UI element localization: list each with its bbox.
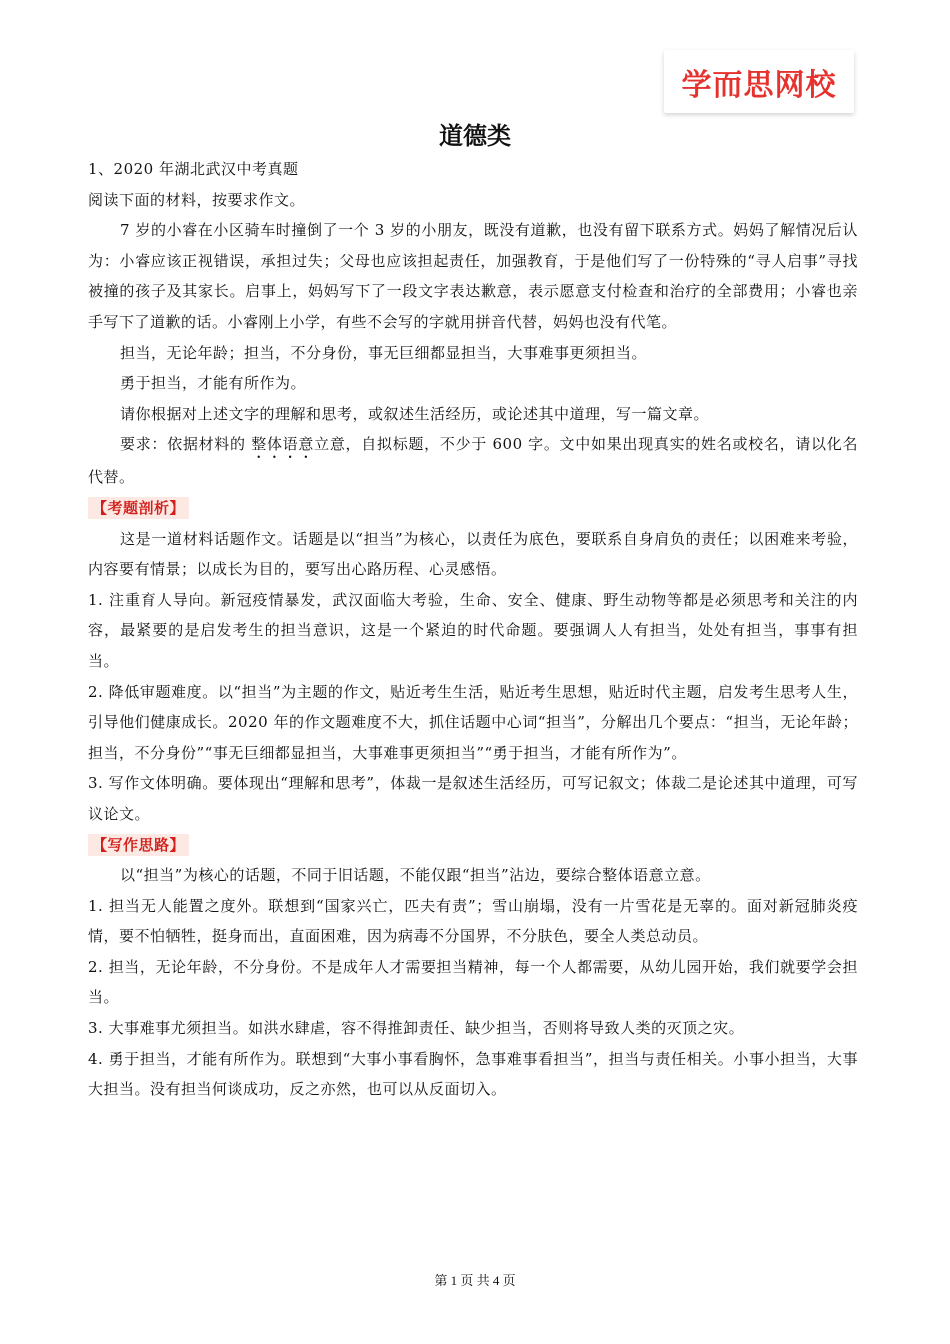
ideas-tag-row [88,829,858,860]
question-task: 请你根据对上述文字的理解和思考，或叙述生活经历，或论述其中道理，写一篇文章。 [120,404,710,423]
question-quote-1: 担当，无论年龄；担当，不分身份，事无巨细都显担当，大事难事更须担当。 [120,343,648,362]
analysis-tag: 【考题剖析】 [88,497,189,519]
requirement-text-before: 要求：依据材料的 [120,435,252,454]
analysis-point: 3. 写作文体明确。要体现出“理解和思考”，体裁一是叙述生活经历，可写记叙文；体裁二是论述其中道理，可写议论文。 [88,774,858,823]
ideas-point: 3. 大事难事尤须担当。如洪水肆虐，容不得推卸责任、缺少担当，否则将导致人类的灭顶之灾。 [88,1019,745,1038]
page-title: 道德类 [439,122,511,150]
page-number-footer: 第 1 页 共 4 页 [434,1273,516,1288]
ideas-point: 4. 勇于担当，才能有所作为。联想到“大事小事看胸怀，急事难事看担当”，担当与责任相关。小事小担当，大事大担当。没有担当何谈成功，反之亦然，也可以从反面切入。 [88,1049,858,1099]
question-material: 7 岁的小睿在小区骑车时撞倒了一个 3 岁的小朋友，既没有道歉，也没有留下联系方式。妈妈了解情况后认为：小睿应该正视错误，承担过失；父母也应该担起责任，加强教育，于是他们写了一份特殊的“寻人启事”寻找被撞的孩子及其家长。启事上，妈妈写下了一段文字表达歉意，表示愿意支付检查和治疗的全部费用；小睿也亲手写下了道歉的话。小睿刚上小学，有些不会写的字就用拼音代替，妈妈也没有代笔。 [88,221,858,331]
question-requirement [88,429,858,493]
requirement-emphasis: 整体语意 [251,435,315,454]
analysis-point: 2. 降低审题难度。以“担当”为主题的作文，贴近考生生活，贴近考生思想，贴近时代主题，启发考生思考人生，引导他们健康成长。2020 年的作文题难度不大，抓住话题中心词“担当”，分解出几个要点：“担当，无论年龄；担当，不分身份”“事无巨细都显担当，大事难事更须担当”“勇于担当，才能有所作为”。 [88,682,858,762]
ideas-tag: 【写作思路】 [88,834,189,856]
question-instruction: 阅读下面的材料，按要求作文。 [88,190,306,209]
requirement-text-after: 立意，自拟标题，不少于 600 字。文中如果出现真实的姓名或校名，请以化名代替。 [88,435,858,487]
analysis-intro: 这是一道材料话题作文。话题是以“担当”为核心，以责任为底色，要联系自身肩负的责任；以困难来考验，内容要有情景；以成长为目的，要写出心路历程、心灵感悟。 [88,529,858,579]
ideas-intro: 以“担当”为核心的话题，不同于旧话题，不能仅跟“担当”沾边，要综合整体语意立意。 [120,866,711,885]
brand-logo-text: 学而思网校 [681,67,837,103]
ideas-point: 2. 担当，无论年龄，不分身份。不是成年人才需要担当精神，每一个人都需要，从幼儿园开始，我们就要学会担当。 [88,957,858,1007]
question-heading: 1、2020 年湖北武汉中考真题 [88,160,299,178]
brand-logo [664,50,854,113]
question-quote-2: 勇于担当，才能有所作为。 [120,374,307,393]
analysis-point: 1. 注重育人导向。新冠疫情暴发，武汉面临大考验，生命、安全、健康、野生动物等都是必须思考和关注的内容，最紧要的是启发考生的担当意识，这是一个紧迫的时代命题。要强调人人有担当，处处有担当，事事有担当。 [88,590,858,670]
analysis-tag-row [88,493,858,524]
document-body [88,154,858,1105]
ideas-point: 1. 担当无人能置之度外。联想到“国家兴亡，匹夫有责”；雪山崩塌，没有一片雪花是无辜的。面对新冠肺炎疫情，要不怕牺牲，挺身而出，直面困难，因为病毒不分国界，不分肤色，要全人类总动员。 [88,896,858,946]
